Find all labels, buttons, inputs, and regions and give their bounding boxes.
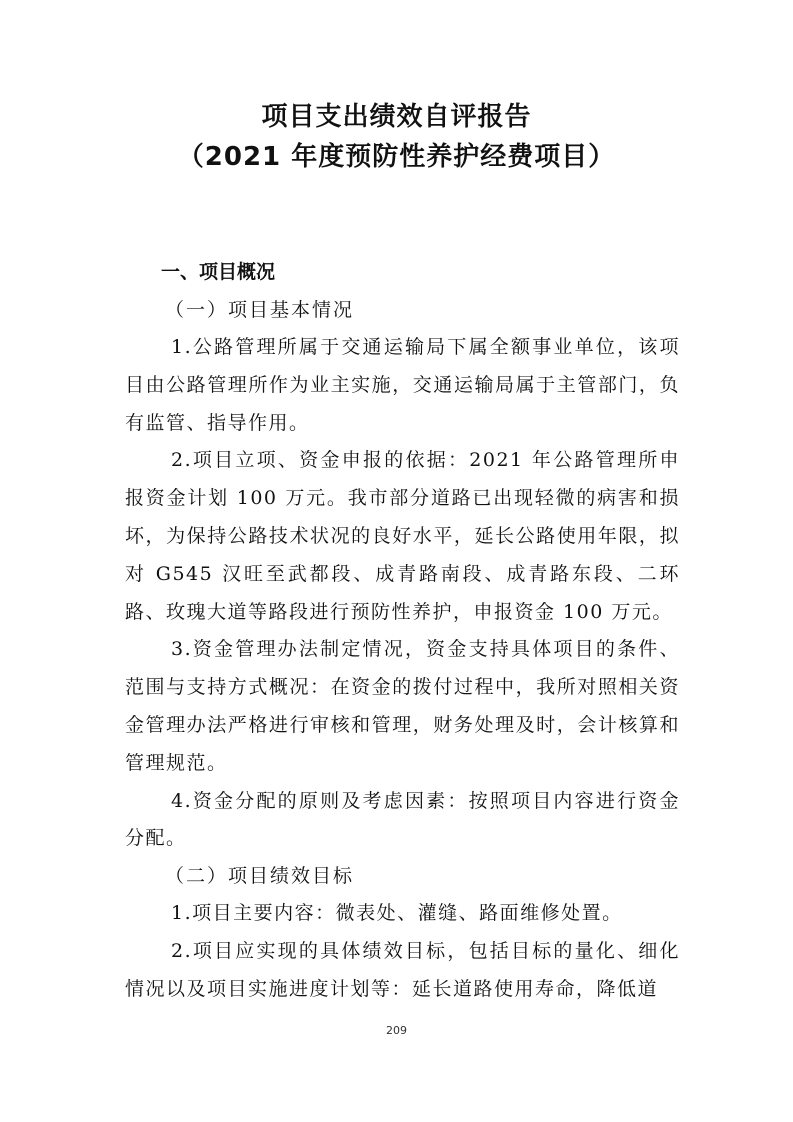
- report-title: 项目支出绩效自评报告: [261, 102, 532, 132]
- page-number: 209: [386, 1024, 407, 1037]
- document-body: [125, 252, 680, 1009]
- report-subtitle: （2021 年度预防性养护经费项目）: [177, 142, 616, 172]
- paragraph-4: 4.资金分配的原则及考虑因素：按照项目内容进行资金分配。: [125, 789, 680, 850]
- paragraph-6: 2.项目应实现的具体绩效目标，包括目标的量化、细化情况以及项目实施进度计划等：延长道路使用寿命，降低道: [125, 939, 680, 1000]
- subsection-heading-basic-info: （一）项目基本情况: [165, 299, 355, 321]
- paragraph-5: 1.项目主要内容：微表处、灌缝、路面维修处置。: [171, 902, 623, 925]
- paragraph-1: 1.公路管理所属于交通运输局下属全额事业单位，该项目由公路管理所作为业主实施，交通运输局属于主管部门，负有监管、指导作用。: [125, 336, 680, 434]
- subsection-heading-performance-goals: （二）项目绩效目标: [165, 865, 355, 888]
- paragraph-3: 3.资金管理办法制定情况，资金支持具体项目的条件、范围与支持方式概况：在资金的拨付过程中，我所对照相关资金管理办法严格进行审核和管理，财务处理及时，会计核算和管理规范。: [125, 638, 680, 774]
- paragraph-2: 2.项目立项、资金申报的依据：2021 年公路管理所申报资金计划 100 万元。我市部分道路已出现轻微的病害和损坏，为保持公路技术状况的良好水平，延长公路使用年限，拟对 G545 汉旺至武都段、成青路南段、成青路东段、二环路、玫瑰大道等路段进行预防性养护，申报资金 100 万元。: [125, 449, 680, 623]
- section-heading-overview: 一、项目概况: [161, 261, 276, 283]
